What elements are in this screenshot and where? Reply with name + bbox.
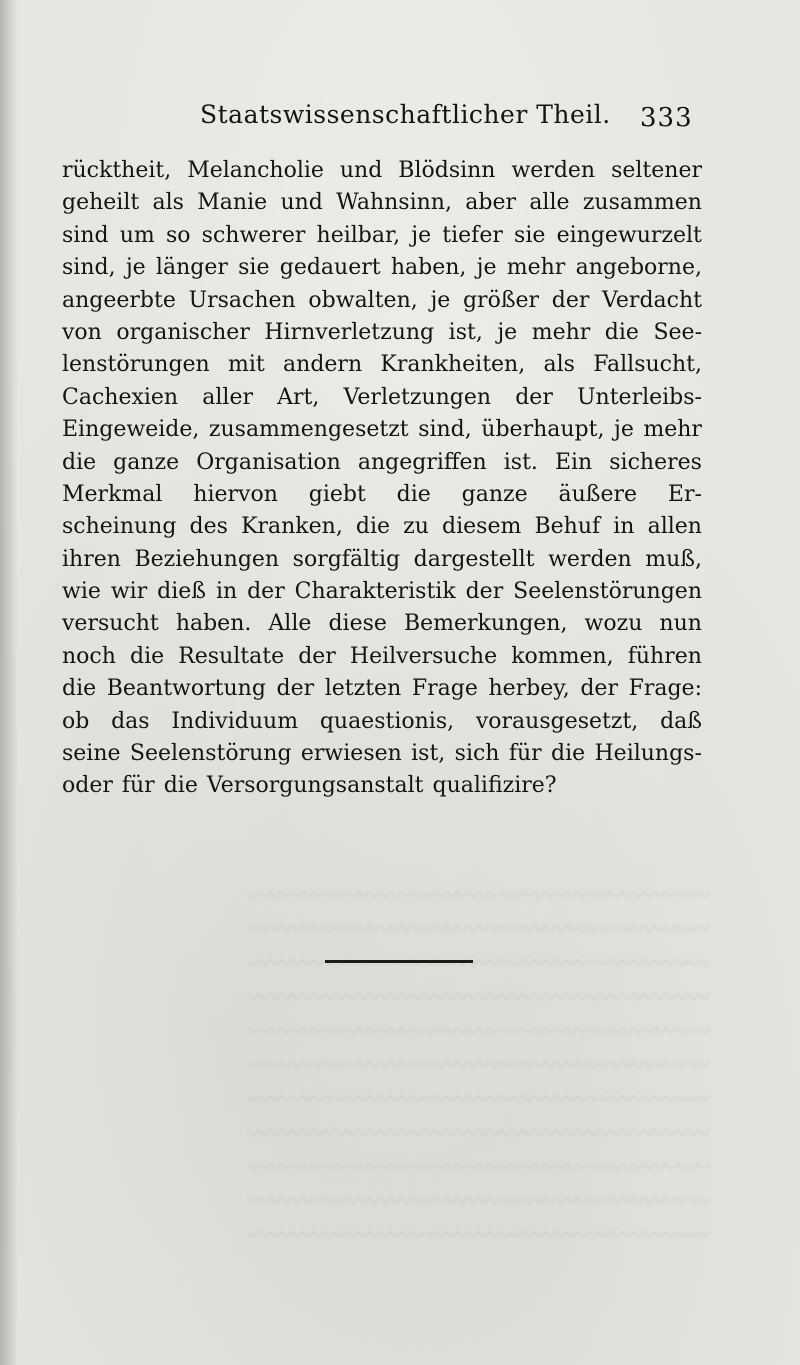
- word: allen: [647, 514, 702, 540]
- word: als: [152, 190, 184, 216]
- word: und: [280, 190, 323, 216]
- word: wie: [62, 579, 101, 605]
- word: Behuf: [534, 514, 601, 540]
- word: dargestellt: [413, 546, 535, 572]
- word: Kranken,: [241, 514, 343, 540]
- text-line: [62, 738, 702, 770]
- word: Alle: [268, 611, 312, 637]
- word: Fallsucht,: [593, 352, 702, 378]
- word: ganze: [113, 449, 180, 475]
- word: Art,: [277, 384, 320, 410]
- word: überhaupt,: [481, 417, 605, 443]
- word: obwalten,: [308, 287, 418, 313]
- word: Seelenstörungen: [513, 579, 702, 605]
- text-line: [62, 479, 702, 511]
- word: je: [476, 255, 497, 281]
- word: ob: [62, 708, 90, 734]
- text-line: [62, 770, 702, 802]
- word: mehr: [506, 255, 566, 281]
- word: die: [604, 319, 639, 345]
- text-line: [62, 544, 702, 576]
- word: von: [62, 319, 102, 345]
- word: der: [465, 579, 504, 605]
- text-line: [62, 155, 702, 187]
- word: oder: [62, 773, 113, 799]
- word: Organisation: [196, 449, 341, 475]
- word: ganze: [461, 481, 528, 507]
- word: Bemerkungen,: [403, 611, 568, 637]
- text-line: [62, 706, 702, 738]
- text-line: [62, 382, 702, 414]
- text-line: [62, 187, 702, 219]
- word: daß: [660, 708, 702, 734]
- word: Charakteristik: [294, 579, 456, 605]
- word: länger: [155, 255, 228, 281]
- text-line: [62, 576, 702, 608]
- word: die: [551, 741, 586, 767]
- word: die: [62, 676, 97, 702]
- word: äußere: [558, 481, 638, 507]
- word: nun: [659, 611, 702, 637]
- word: sind: [62, 222, 109, 248]
- word: aber: [465, 190, 517, 216]
- word: sie: [238, 255, 270, 281]
- word: heilbar,: [316, 222, 401, 248]
- text-line: [62, 349, 702, 381]
- word: je: [411, 222, 432, 248]
- word: Wahnsinn,: [336, 190, 452, 216]
- word: für: [508, 741, 542, 767]
- word: der: [298, 643, 336, 669]
- word: Frage: [411, 676, 478, 702]
- word: noch: [62, 643, 116, 669]
- word: Cachexien: [62, 384, 179, 410]
- word: als: [543, 352, 575, 378]
- word: Er-: [667, 481, 702, 507]
- word: angeborne,: [575, 255, 702, 281]
- closing-rule: [325, 960, 473, 963]
- word: und: [339, 158, 383, 183]
- text-line: [62, 447, 702, 479]
- word: führen: [627, 643, 702, 669]
- word: haben,: [390, 255, 467, 281]
- word: diese: [328, 611, 387, 637]
- word: für: [121, 773, 155, 799]
- word: mit: [228, 352, 265, 378]
- word: lenstörungen: [62, 352, 210, 378]
- word: größer: [462, 287, 540, 313]
- word: haben.: [175, 611, 252, 637]
- word: Seelenstörung: [129, 741, 292, 767]
- word: zusammen: [582, 190, 702, 216]
- word: der: [580, 676, 618, 702]
- text-line: [62, 317, 702, 349]
- word: werden: [511, 158, 596, 183]
- word: Heilversuche: [349, 643, 498, 669]
- page-gutter-shadow: [0, 0, 18, 1365]
- word: der: [515, 384, 553, 410]
- text-line: [62, 252, 702, 284]
- word: ihren: [62, 546, 121, 572]
- text-line: [62, 511, 702, 543]
- word: muß,: [645, 546, 702, 572]
- word: mehr: [643, 417, 702, 443]
- word: herbey,: [488, 676, 570, 702]
- word: organischer: [116, 319, 250, 345]
- word: Beantwortung: [106, 676, 266, 702]
- word: Manie: [197, 190, 268, 216]
- word: so: [165, 222, 191, 248]
- word: wozu: [584, 611, 643, 637]
- word: eingewurzelt: [556, 222, 702, 248]
- word: um: [119, 222, 155, 248]
- word: rücktheit,: [62, 158, 172, 183]
- word: der: [551, 287, 590, 313]
- word: in: [215, 579, 238, 605]
- word: je: [614, 417, 634, 443]
- word: geheilt: [62, 190, 140, 216]
- show-through-text: 〰〰〰〰〰〰〰〰〰〰〰〰〰〰〰〰〰〰〰〰〰 〰〰〰〰〰〰〰〰〰〰〰〰〰〰〰〰〰〰〰〰〰 〰〰〰〰〰〰〰〰〰〰〰〰〰〰〰〰〰〰〰〰〰 〰〰〰〰〰〰〰〰〰〰〰〰〰〰〰〰〰〰〰〰〰 〰〰〰〰〰〰〰〰〰〰〰〰〰〰〰〰〰〰〰〰〰 〰〰〰〰〰〰〰〰〰〰〰〰〰〰〰〰〰〰〰〰〰 〰〰〰〰〰〰〰〰〰〰〰〰〰〰〰〰〰〰〰〰〰 〰〰〰〰〰〰〰〰〰〰〰〰〰〰〰〰〰〰〰〰〰 〰〰〰〰〰〰〰〰〰〰〰〰〰〰〰〰〰〰〰〰〰 〰〰〰〰〰〰〰〰〰〰〰〰〰〰〰〰〰〰〰〰〰 〰〰〰〰〰〰〰〰〰〰〰〰〰〰〰〰〰〰〰〰〰: [247, 884, 710, 1249]
- word: gedauert: [279, 255, 381, 281]
- word: der: [276, 676, 315, 702]
- word: mehr: [531, 319, 591, 345]
- word: schwerer: [201, 222, 306, 248]
- word: Eingeweide,: [62, 417, 200, 443]
- body-text: [62, 155, 702, 803]
- word: alle: [529, 190, 570, 216]
- word: Beziehungen: [134, 546, 280, 572]
- word: andern: [283, 352, 363, 378]
- word: seine: [62, 741, 121, 767]
- word: je: [497, 319, 518, 345]
- word: wir: [110, 579, 148, 605]
- word: Melancholie: [187, 158, 324, 183]
- word: die: [129, 643, 165, 669]
- word: des: [189, 514, 228, 540]
- word: aller: [202, 384, 253, 410]
- word: ist,: [411, 741, 446, 767]
- word: angeerbte: [62, 287, 176, 313]
- text-line: [62, 641, 702, 673]
- word: angegriffen: [357, 449, 487, 475]
- word: Ein: [554, 449, 593, 475]
- word: Krankheiten,: [380, 352, 526, 378]
- word: die: [163, 773, 198, 799]
- word: Verletzungen: [343, 384, 492, 410]
- word: Merkmal: [62, 481, 163, 507]
- word: sicheres: [609, 449, 702, 475]
- word: der: [247, 579, 285, 605]
- word: qualifizire?: [432, 773, 557, 799]
- word: Verdacht: [602, 287, 702, 313]
- word: Blödsinn: [398, 158, 496, 183]
- word: dieß: [157, 579, 206, 605]
- word: vorausgesetzt,: [475, 708, 639, 734]
- word: sie: [514, 222, 546, 248]
- word: Frage:: [628, 676, 702, 702]
- running-head: Staatswissenschaftlicher Theil.: [200, 100, 611, 129]
- word: zu: [403, 514, 429, 540]
- word: See-: [653, 319, 702, 345]
- word: kommen,: [511, 643, 614, 669]
- word: Resultate: [178, 643, 285, 669]
- text-line: [62, 414, 702, 446]
- word: tiefer: [442, 222, 503, 248]
- word: versucht: [62, 611, 159, 637]
- word: scheinung: [62, 514, 177, 540]
- word: Versorgungsanstalt: [206, 773, 424, 799]
- word: diesem: [442, 514, 522, 540]
- word: ist,: [448, 319, 483, 345]
- word: letzten: [324, 676, 402, 702]
- word: giebt: [308, 481, 366, 507]
- word: erwiesen: [300, 741, 402, 767]
- word: werden: [548, 546, 632, 572]
- word: Ursachen: [188, 287, 296, 313]
- word: die: [62, 449, 97, 475]
- word: sind,: [62, 255, 116, 281]
- word: sorgfältig: [292, 546, 401, 572]
- word: sich: [454, 741, 500, 767]
- text-line: [62, 220, 702, 252]
- word: die: [396, 481, 431, 507]
- word: Heilungs-: [594, 741, 702, 767]
- word: je: [430, 287, 451, 313]
- word: je: [125, 255, 146, 281]
- word: sind,: [418, 417, 472, 443]
- word: ist.: [503, 449, 538, 475]
- word: Unterleibs-: [577, 384, 702, 410]
- text-line: [62, 608, 702, 640]
- word: quaestionis,: [319, 708, 455, 734]
- word: seltener: [611, 158, 702, 183]
- text-line: [62, 673, 702, 705]
- word: die: [355, 514, 391, 540]
- page-number: 333: [640, 103, 693, 133]
- word: Individuum: [171, 708, 299, 734]
- word: Hirnverletzung: [264, 319, 435, 345]
- word: in: [613, 514, 635, 540]
- word: hiervon: [193, 481, 278, 507]
- text-line: [62, 285, 702, 317]
- word: zusammengesetzt: [208, 417, 409, 443]
- word: das: [111, 708, 150, 734]
